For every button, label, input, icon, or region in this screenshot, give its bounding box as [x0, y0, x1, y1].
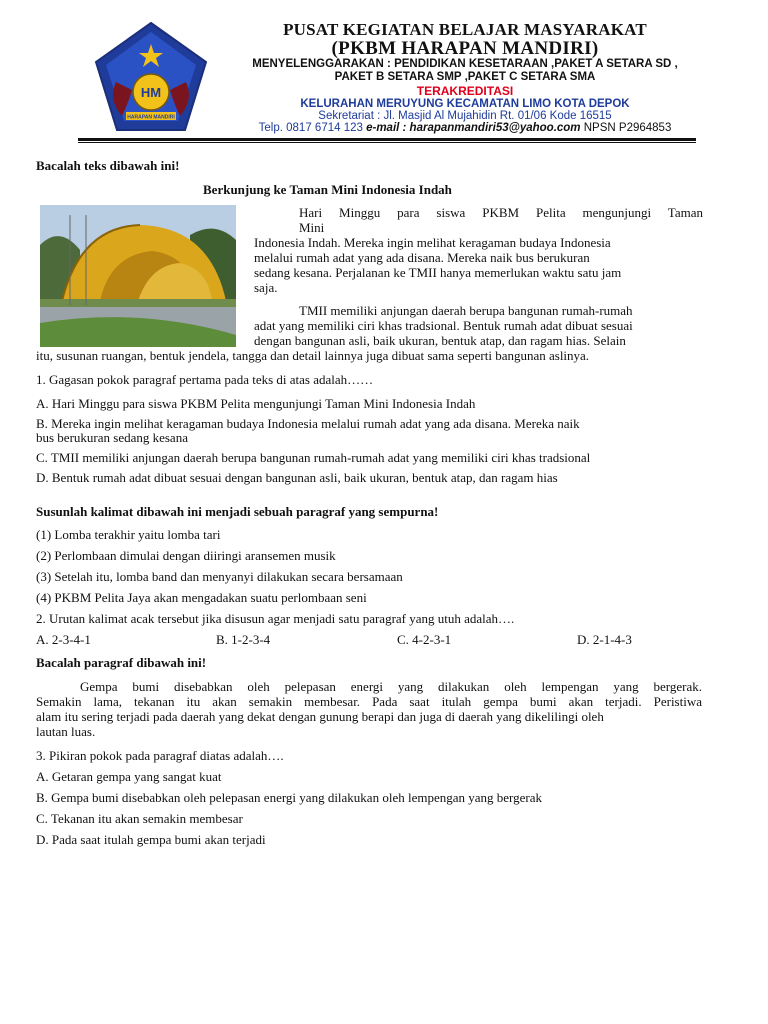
- org-name: PUSAT KEGIATAN BELAJAR MASYARAKAT: [283, 20, 647, 39]
- paragraph3-line: Gempa bumi disebabkan oleh pelepasan energi yang dilakukan oleh lempengan yang bergerak.: [80, 679, 702, 694]
- q1-option-b-continued: bus berukuran sedang kesana: [36, 430, 188, 445]
- question-1: 1. Gagasan pokok paragraf pertama pada teks di atas adalah……: [36, 372, 374, 387]
- paragraph1-line: Indonesia Indah. Mereka ingin melihat keragaman budaya Indonesia: [254, 235, 611, 250]
- phone-number: Telp. 0817 6714 123: [258, 122, 363, 134]
- email-address: e-mail : harapanmandiri53@yahoo.com: [366, 122, 581, 134]
- paragraph1-line: Mini: [299, 220, 325, 235]
- paragraph2-line: dengan bangunan asli, baik ukuran, bentuk atap, dan ragam hias. Selain: [254, 333, 626, 348]
- svg-text:HM: HM: [140, 85, 162, 100]
- tmii-building-photo: [40, 205, 236, 347]
- question-3: 3. Pikiran pokok pada paragraf diatas adalah….: [36, 748, 284, 763]
- question-2: 2. Urutan kalimat acak tersebut jika disusun agar menjadi satu paragraf yang utuh adalah….: [36, 611, 515, 626]
- sentence-item: (2) Perlombaan dimulai dengan diiringi aransemen musik: [36, 548, 336, 563]
- q2-option-b[interactable]: B. 1-2-3-4: [216, 632, 271, 647]
- paragraph3-line: lautan luas.: [36, 724, 96, 739]
- pkbm-logo: [92, 20, 210, 134]
- accreditation-label: TERAKREDITASI: [416, 84, 514, 98]
- q3-option-a[interactable]: A. Getaran gempa yang sangat kuat: [36, 769, 222, 784]
- paragraph3-line: alam itu sering terjadi pada daerah yang dekat dengan gunung berapi dan juga di daerah yang dikelilingi oleh: [36, 709, 604, 724]
- section3-instruction: Bacalah paragraf dibawah ini!: [36, 655, 207, 670]
- contact-line: [230, 122, 700, 134]
- org-abbreviation: (PKBM HARAPAN MANDIRI): [331, 38, 599, 59]
- q1-option-d[interactable]: D. Bentuk rumah adat dibuat sesuai dengan bangunan asli, baik ukuran, bentuk atap, dan ragam hias: [36, 470, 558, 485]
- paragraph2-line: adat yang memiliki ciri khas tradsional. Bentuk rumah adat dibuat sesuai: [254, 318, 633, 333]
- program-line-2: PAKET B SETARA SMP ,PAKET C SETARA SMA: [334, 71, 596, 83]
- q2-option-c[interactable]: C. 4-2-3-1: [397, 632, 452, 647]
- svg-text:HARAPAN MANDIRI: HARAPAN MANDIRI: [127, 114, 175, 121]
- paragraph1-line: melalui rumah adat yang ada disana. Mereka naik bus berukuran: [254, 250, 590, 265]
- section1-instruction: Bacalah teks dibawah ini!: [36, 158, 180, 173]
- q2-option-d[interactable]: D. 2-1-4-3: [577, 632, 632, 647]
- paragraph3-line: Semakin lama, tekanan itu akan semakin membesar. Pada saat itulah gempa bumi akan terjadi. Peristiwa: [36, 694, 702, 709]
- kelurahan-address: KELURAHAN MERUYUNG KECAMATAN LIMO KOTA DEPOK: [300, 98, 630, 110]
- header-divider: [78, 138, 696, 143]
- paragraph1-line: Hari Minggu para siswa PKBM Pelita mengunjungi Taman: [299, 205, 703, 220]
- q3-option-b[interactable]: B. Gempa bumi disebabkan oleh pelepasan energi yang dilakukan oleh lempengan yang bergerak: [36, 790, 542, 805]
- q3-option-c[interactable]: C. Tekanan itu akan semakin membesar: [36, 811, 243, 826]
- npsn-number: NPSN P2964853: [583, 122, 672, 134]
- secretariat-address: Sekretariat : Jl. Masjid Al Mujahidin Rt. 01/06 Kode 16515: [318, 110, 612, 122]
- sentence-item: (1) Lomba terakhir yaitu lomba tari: [36, 527, 221, 542]
- q1-option-b[interactable]: B. Mereka ingin melihat keragaman budaya Indonesia melalui rumah adat yang ada disana. Mereka naik: [36, 416, 580, 431]
- sentence-item: (4) PKBM Pelita Jaya akan mengadakan suatu perlombaan seni: [36, 590, 367, 605]
- q3-option-d[interactable]: D. Pada saat itulah gempa bumi akan terjadi: [36, 832, 266, 847]
- paragraph1-line: saja.: [254, 280, 278, 295]
- sentence-item: (3) Setelah itu, lomba band dan menyanyi dilakukan secara bersamaan: [36, 569, 403, 584]
- q1-option-c[interactable]: C. TMII memiliki anjungan daerah berupa bangunan rumah-rumah adat yang memiliki ciri khas tradsional: [36, 450, 591, 465]
- paragraph2-line: itu, susunan ruangan, bentuk jendela, tangga dan detail lainnya juga dibuat sama seperti bangunan aslinya.: [36, 348, 590, 363]
- program-line-1: MENYELENGGARAKAN : PENDIDIKAN KESETARAAN ,PAKET A SETARA SD ,: [252, 58, 678, 70]
- q1-option-a[interactable]: A. Hari Minggu para siswa PKBM Pelita mengunjungi Taman Mini Indonesia Indah: [36, 396, 476, 411]
- q2-option-a[interactable]: A. 2-3-4-1: [36, 632, 91, 647]
- section2-instruction: Susunlah kalimat dibawah ini menjadi sebuah paragraf yang sempurna!: [36, 504, 439, 519]
- paragraph2-line: TMII memiliki anjungan daerah berupa bangunan rumah-rumah: [299, 303, 633, 318]
- reading-title: Berkunjung ke Taman Mini Indonesia Indah: [203, 182, 452, 197]
- paragraph1-line: sedang kesana. Perjalanan ke TMII hanya memerlukan waktu satu jam: [254, 265, 622, 280]
